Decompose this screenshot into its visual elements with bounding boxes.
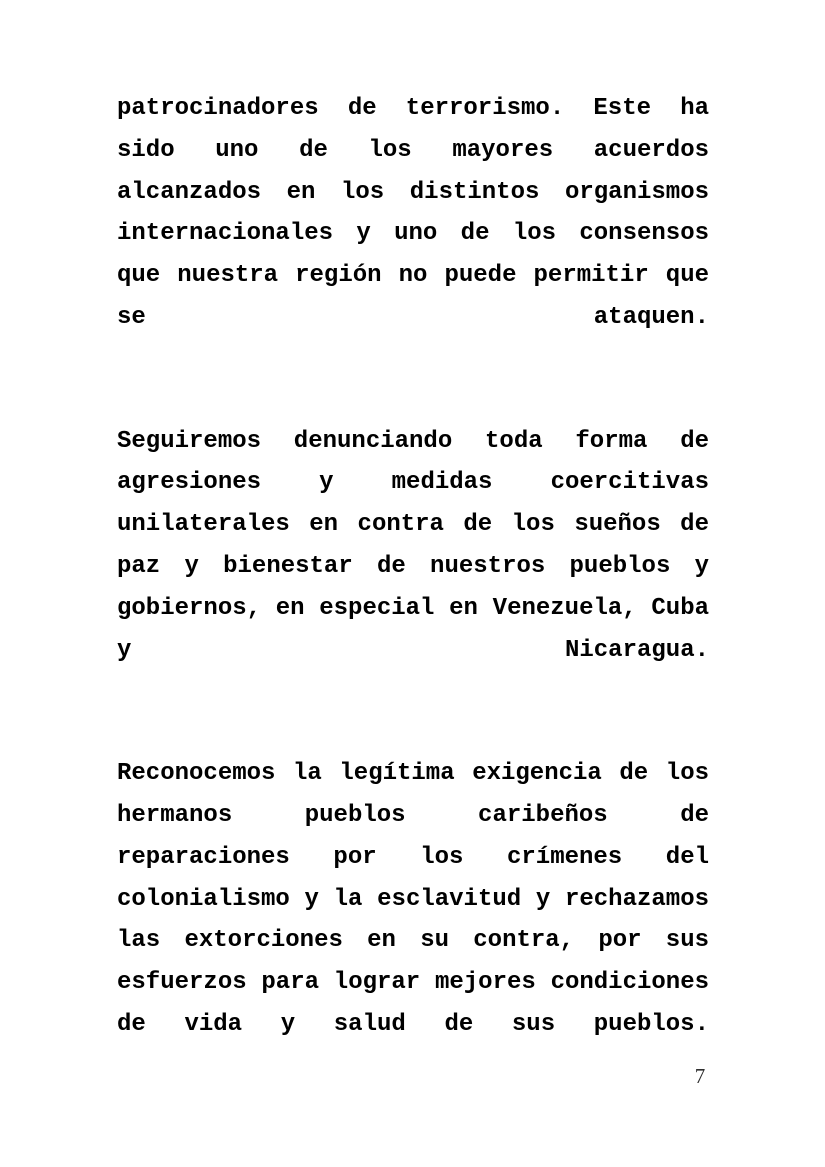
paragraph-3: Reconocemos la legítima exigencia de los hermanos pueblos caribeños de reparaciones por los crímenes del colonialismo y la esclavitud y rechazamos las extorciones en su contra, por sus esfuerzos para lograr mejores condiciones de vida y salud de sus pueblos. [117, 760, 709, 1038]
paragraph-1: patrocinadores de terrorismo. Este ha sido uno de los mayores acuerdos alcanzados en los distintos organismos internacionales y uno de los consensos que nuestra región no puede permitir que se ataquen. [117, 95, 709, 331]
page-number-footer [0, 1063, 825, 1089]
paragraph-2: Seguiremos denunciando toda forma de agresiones y medidas coercitivas unilaterales en contra de los sueños de paz y bienestar de nuestros pueblos y gobiernos, en especial en Venezuela, Cuba y Nicaragua. [117, 427, 709, 664]
page-number: 7 [694, 1064, 706, 1088]
document-body [117, 88, 709, 1088]
